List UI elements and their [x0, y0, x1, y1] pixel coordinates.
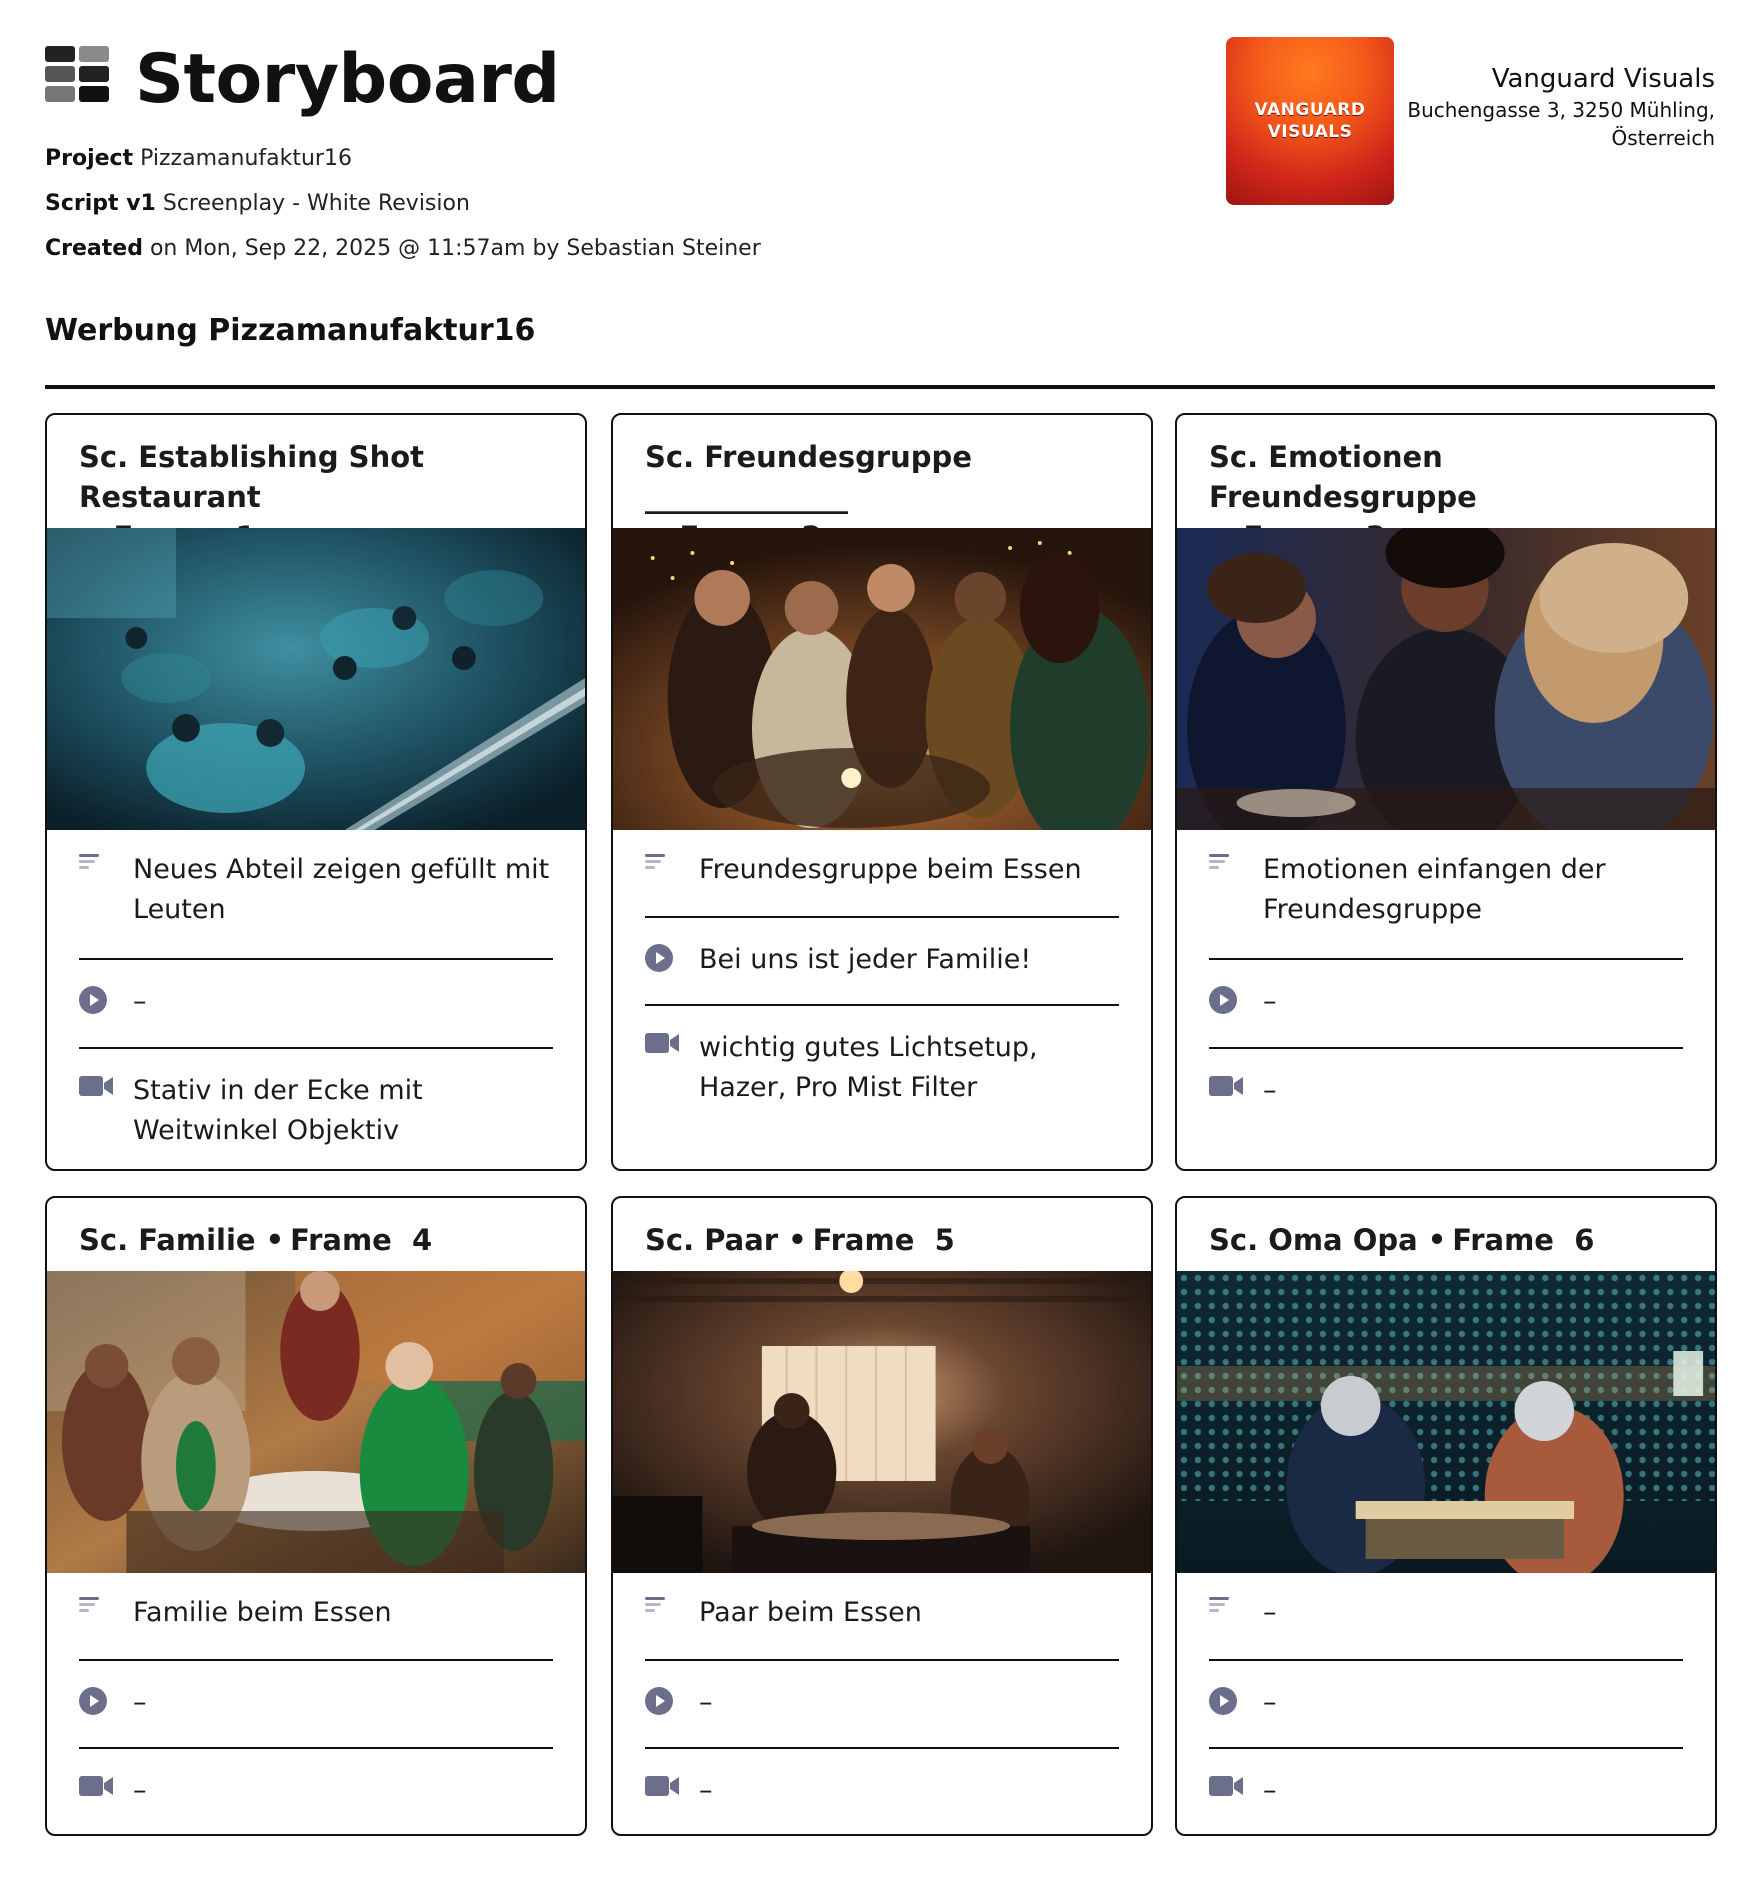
description-row	[645, 830, 1119, 918]
camera-text: –	[1263, 1075, 1277, 1106]
frame-card-header	[613, 1198, 1151, 1260]
bullet-separator: •	[788, 1223, 807, 1257]
scene-title: Sc. Freundesgruppe ______________	[645, 440, 972, 514]
frame-label: Frame	[812, 1223, 915, 1257]
lines-icon	[645, 850, 699, 876]
frame-number: 6	[1574, 1223, 1595, 1257]
description-row	[79, 830, 553, 960]
description-text: Emotionen einfangen der Freundesgruppe	[1263, 854, 1606, 925]
scene-title: Sc. Establishing Shot Restaurant	[79, 440, 424, 514]
video-camera-icon	[645, 1771, 699, 1801]
description-text: Paar beim Essen	[699, 1597, 922, 1628]
play-circle-icon	[1209, 982, 1263, 1018]
description-row	[645, 1573, 1119, 1661]
dialogue-row	[79, 960, 553, 1049]
play-circle-icon	[1209, 1683, 1263, 1719]
camera-text: –	[1263, 1775, 1277, 1806]
scene-title: Sc. Emotionen Freundesgruppe	[1209, 440, 1477, 514]
frame-card-5[interactable]	[611, 1196, 1153, 1836]
frame-card-header	[1177, 1198, 1715, 1260]
play-circle-icon	[645, 940, 699, 976]
lines-icon	[1209, 850, 1263, 876]
dialogue-text: –	[133, 1687, 147, 1718]
frame-label: Frame	[1452, 1223, 1554, 1257]
frame-card-header	[47, 1198, 585, 1260]
frame-number: 4	[412, 1223, 433, 1257]
frame-image[interactable]	[613, 1271, 1151, 1573]
dialogue-row	[79, 1661, 553, 1749]
lines-icon	[645, 1593, 699, 1619]
camera-row	[645, 1749, 1119, 1829]
frame-details	[79, 830, 553, 1171]
company-info	[1395, 62, 1715, 152]
description-text: Freundesgruppe beim Essen	[699, 854, 1082, 885]
script-line	[45, 191, 470, 216]
frame-image[interactable]	[47, 1271, 585, 1573]
script-value: Screenplay - White Revision	[162, 191, 470, 216]
camera-row	[1209, 1049, 1683, 1139]
bullet-separator: •	[1427, 1223, 1447, 1257]
camera-text: wichtig gutes Lichtsetup, Hazer, Pro Mist Filter	[699, 1032, 1038, 1103]
company-name: Vanguard Visuals	[1491, 64, 1715, 94]
dialogue-text: –	[1263, 1687, 1277, 1718]
play-circle-icon	[79, 1683, 133, 1719]
frame-details	[645, 1573, 1119, 1829]
frame-card-1[interactable]	[45, 413, 587, 1171]
video-camera-icon	[645, 1028, 699, 1058]
created-label: Created	[45, 236, 143, 261]
scene-title: Sc. Familie	[79, 1223, 256, 1257]
video-camera-icon	[1209, 1071, 1263, 1101]
camera-row	[79, 1049, 553, 1171]
camera-row	[645, 1006, 1119, 1130]
frame-details	[645, 830, 1119, 1130]
lines-icon	[1209, 1593, 1263, 1619]
video-camera-icon	[79, 1771, 133, 1801]
video-camera-icon	[1209, 1771, 1263, 1801]
dialogue-text: –	[1263, 986, 1277, 1017]
company-logo	[1226, 37, 1394, 205]
camera-text: Stativ in der Ecke mit Weitwinkel Objektiv	[133, 1075, 423, 1146]
description-row	[1209, 1573, 1683, 1661]
created-value: on Mon, Sep 22, 2025 @ 11:57am by Sebastian Steiner	[149, 236, 761, 261]
bullet-separator: •	[265, 1223, 285, 1257]
company-address-line1: Buchengasse 3, 3250 Mühling,	[1407, 98, 1715, 122]
dialogue-row	[1209, 960, 1683, 1049]
project-label: Project	[45, 146, 134, 171]
dialogue-text: –	[699, 1687, 713, 1718]
storyboard-grid-icon	[45, 46, 111, 112]
frame-card-4[interactable]	[45, 1196, 587, 1836]
frame-number: 5	[934, 1223, 955, 1257]
camera-text: –	[133, 1775, 147, 1806]
dialogue-text: –	[133, 986, 147, 1017]
frame-details	[1209, 1573, 1683, 1829]
frame-image[interactable]	[1177, 528, 1715, 830]
scene-title: Sc. Paar	[645, 1223, 779, 1257]
frame-details	[79, 1573, 553, 1829]
script-label: Script v1	[45, 191, 156, 216]
description-text: –	[1263, 1597, 1277, 1628]
dialogue-row	[645, 918, 1119, 1006]
frame-details	[1209, 830, 1683, 1139]
company-logo-line2: VISUALS	[1267, 122, 1353, 142]
scene-title: Sc. Oma Opa	[1209, 1223, 1418, 1257]
frame-label: Frame	[290, 1223, 392, 1257]
camera-row	[1209, 1749, 1683, 1829]
created-line	[45, 236, 761, 261]
project-line	[45, 146, 352, 171]
play-circle-icon	[645, 1683, 699, 1719]
description-row	[1209, 830, 1683, 960]
play-circle-icon	[79, 982, 133, 1018]
project-value: Pizzamanufaktur16	[140, 146, 352, 171]
description-row	[79, 1573, 553, 1661]
lines-icon	[79, 1593, 133, 1619]
document-title: Werbung Pizzamanufaktur16	[45, 313, 536, 348]
frame-card-6[interactable]	[1175, 1196, 1717, 1836]
frame-image[interactable]	[1177, 1271, 1715, 1573]
frame-image[interactable]	[613, 528, 1151, 830]
company-address-line2: Österreich	[1611, 126, 1715, 150]
description-text: Neues Abteil zeigen gefüllt mit Leuten	[133, 854, 550, 925]
page-title: Storyboard	[135, 40, 560, 119]
lines-icon	[79, 850, 133, 876]
company-logo-line1: VANGUARD	[1254, 100, 1366, 120]
camera-row	[79, 1749, 553, 1829]
frame-image[interactable]	[47, 528, 585, 830]
dialogue-row	[1209, 1661, 1683, 1749]
dialogue-text: Bei uns ist jeder Familie!	[699, 944, 1032, 975]
header-divider	[45, 385, 1715, 389]
frame-card-2[interactable]	[611, 413, 1153, 1171]
video-camera-icon	[79, 1071, 133, 1101]
dialogue-row	[645, 1661, 1119, 1749]
description-text: Familie beim Essen	[133, 1597, 392, 1628]
camera-text: –	[699, 1775, 713, 1806]
frame-card-3[interactable]	[1175, 413, 1717, 1171]
